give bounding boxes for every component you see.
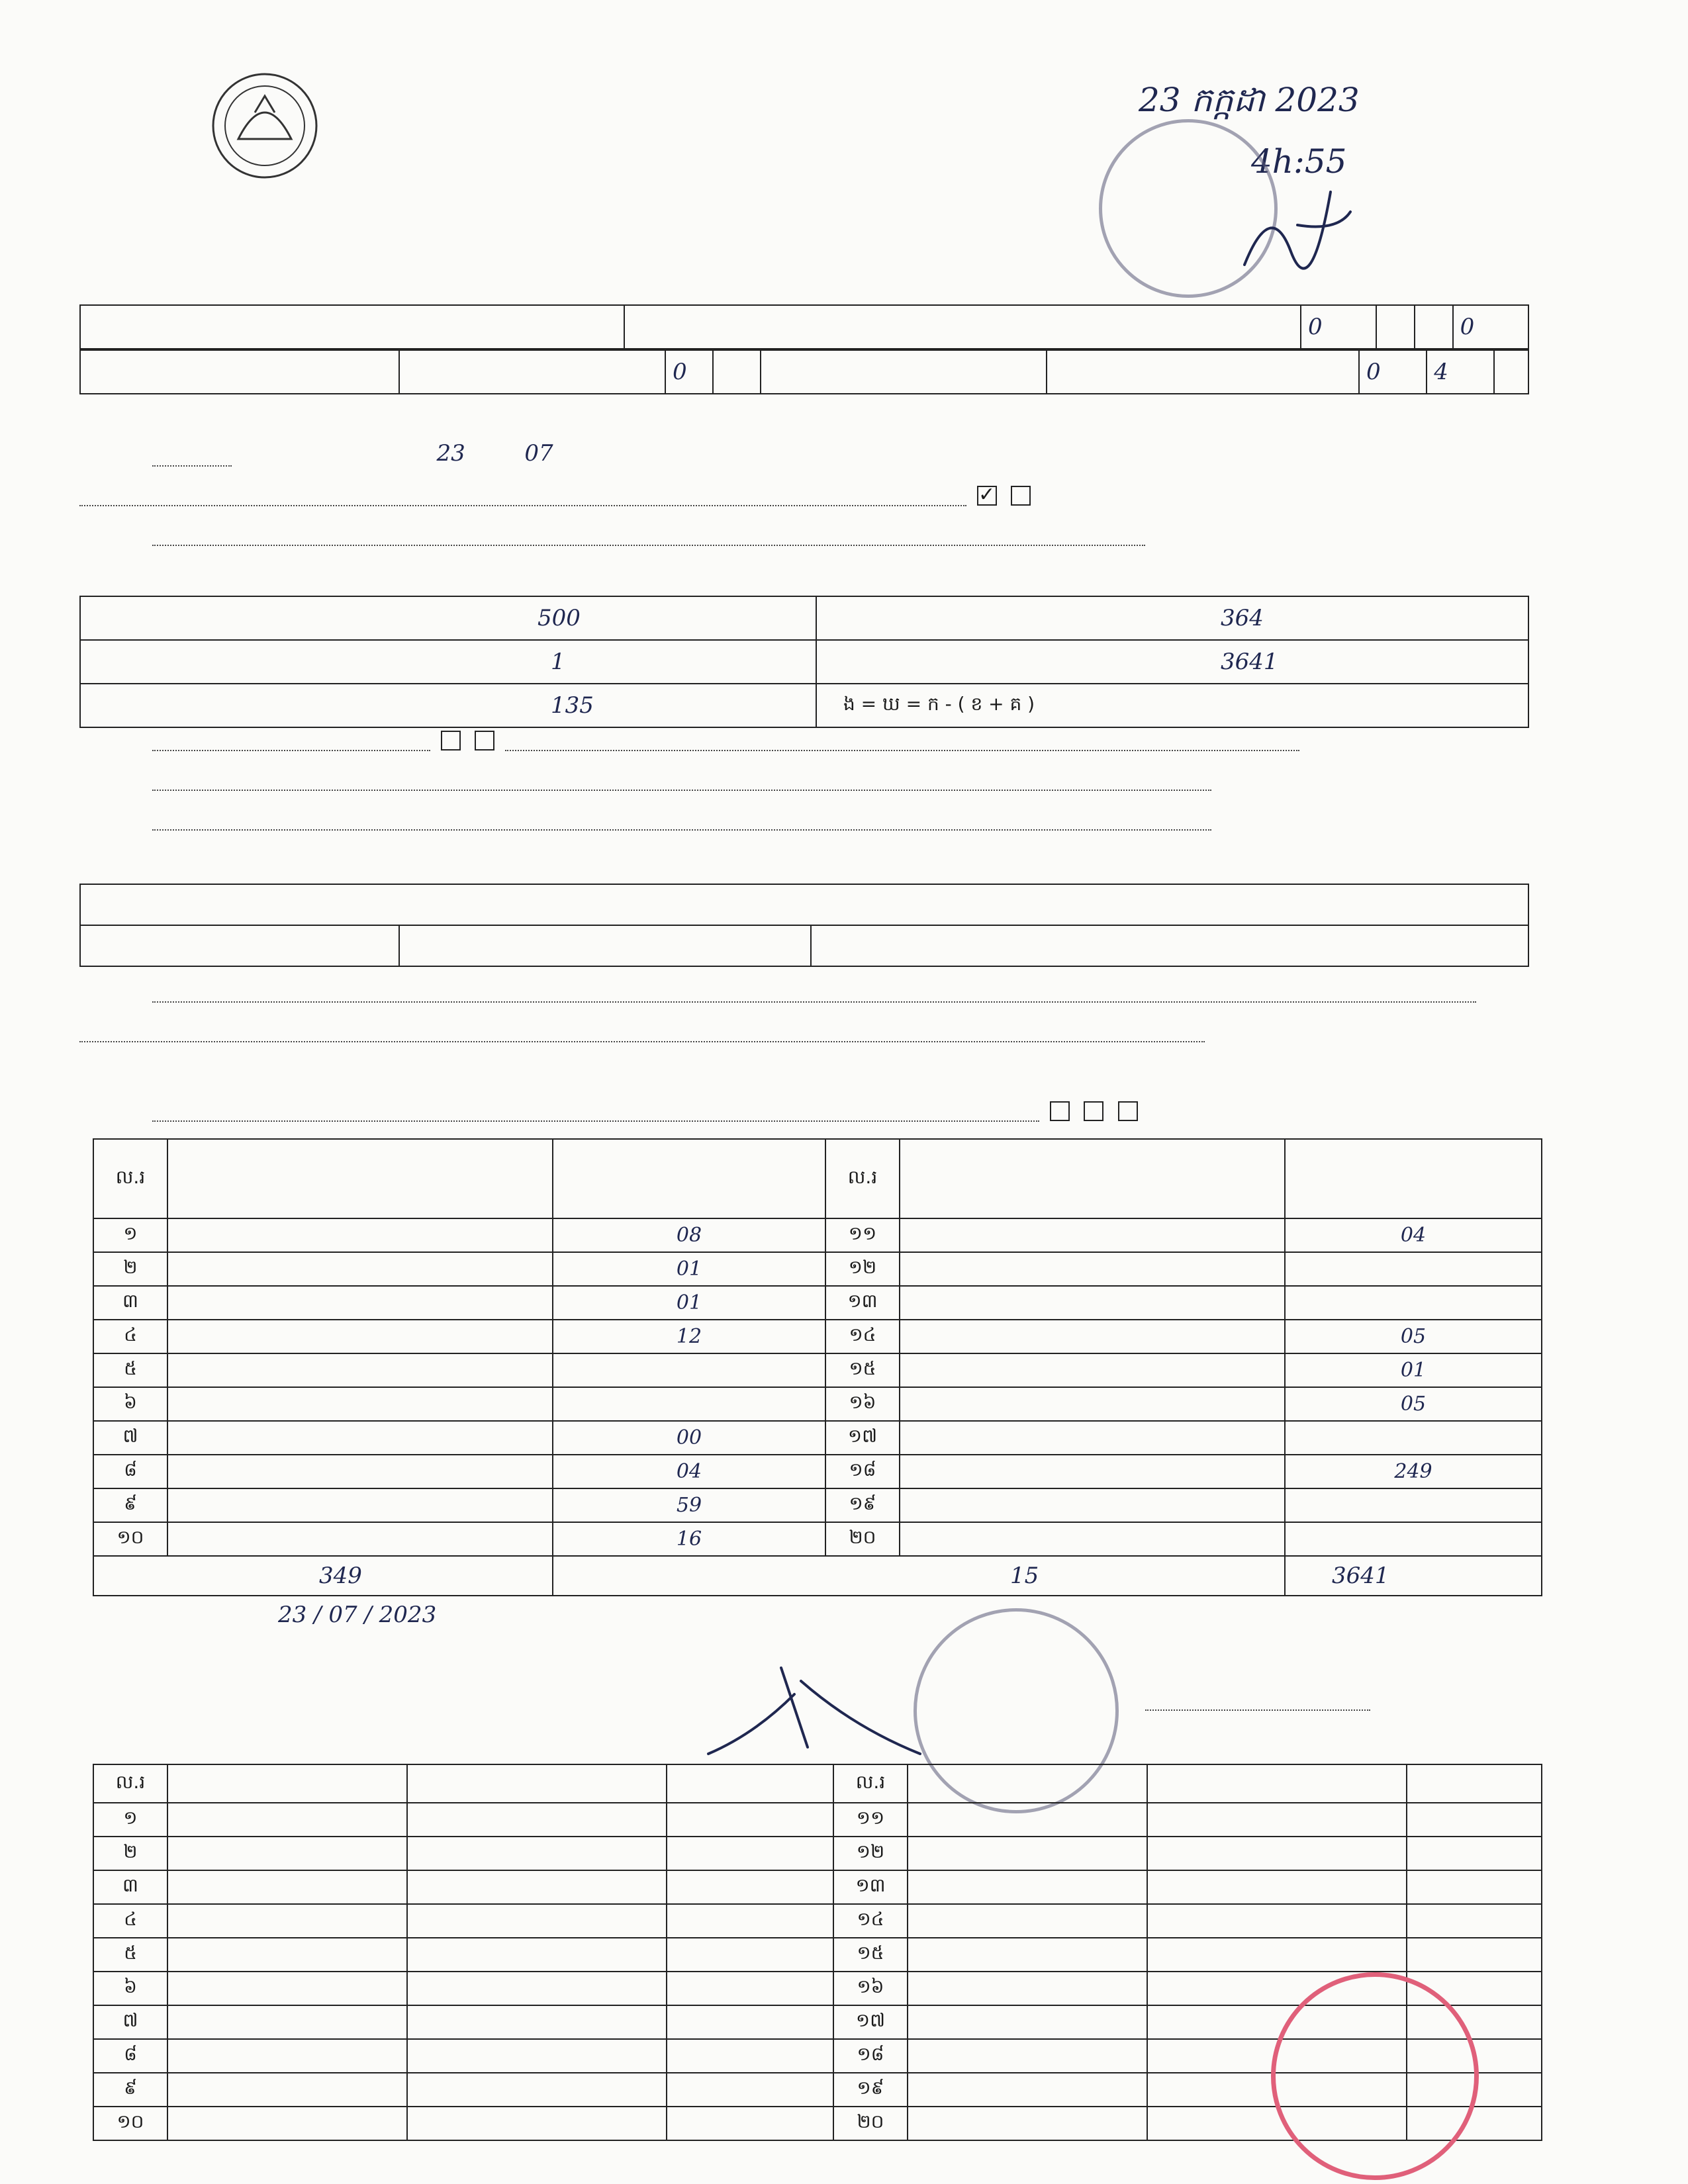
row2-code-a-1: 0 [665,350,713,394]
row1-code-1: 0 [1301,305,1376,349]
close-date-line [172,1602,436,1628]
votes-left: 16 [553,1522,825,1556]
row-no-left: ៨ [93,1455,167,1488]
party-name-left [167,1522,553,1556]
witness-party-right [1147,1904,1407,1938]
w-row-no-right: ១៩ [833,2073,908,2107]
witness-party-left [407,2073,667,2107]
witness-name-right [908,1803,1147,1837]
total-in-box-value: 3641 [1332,1563,1389,1589]
w-row-no-left: ៤ [93,1904,167,1938]
witness-party-right [1147,1803,1407,1837]
section1-table [79,304,1529,349]
w-row-no-left: ៨ [93,2039,167,2073]
w-row-no-left: ៣ [93,1870,167,1904]
party-name-left [167,1320,553,1353]
witness-party-right [1147,1837,1407,1870]
row-no-right: ១៦ [825,1387,900,1421]
votes-right [1285,1421,1542,1455]
witness-sign-left [667,2073,833,2107]
votes-right [1285,1286,1542,1320]
col-votes-left [553,1139,825,1218]
row-no-right: ១១ [825,1218,900,1252]
party-name-left [167,1252,553,1286]
row-no-left: ២ [93,1252,167,1286]
row-no-left: ៩ [93,1488,167,1522]
party-name-right [900,1522,1285,1556]
witness-sign-left [667,1837,833,1870]
w-row-no-right: ១៦ [833,1972,908,2005]
witness-name-right [908,2073,1147,2107]
checkbox-3-sheets[interactable] [1118,1101,1138,1121]
row-no-right: ១៣ [825,1286,900,1320]
col-no-left: ល.រ [93,1139,167,1218]
witness-name-left [167,1938,407,1972]
signature-chair [702,1655,940,1767]
votes-left: 01 [553,1252,825,1286]
row-no-left: ១ [93,1218,167,1252]
witness-party-left [407,1904,667,1938]
discrepancy-line [152,728,1299,751]
results-row [93,1320,1542,1353]
row1-label [80,305,624,349]
total-valid-cell [93,1556,553,1596]
witness-party-left [407,1938,667,1972]
results-row [93,1252,1542,1286]
w-row-no-left: ១ [93,1803,167,1837]
witness-name-right [908,1938,1147,1972]
nec-emblem [199,66,331,185]
witness-party-right [1147,1938,1407,1972]
dispute-note-line-2 [79,1019,1205,1042]
checkbox-1-sheet[interactable] [1050,1101,1070,1121]
votes-left [553,1353,825,1387]
votes-left: 01 [553,1286,825,1320]
witness-row [93,1904,1542,1938]
witness-party-right [1147,1870,1407,1904]
party-name-left [167,1421,553,1455]
received-time: 4h:55 [1251,142,1347,181]
w-col-sign-right [1407,1764,1542,1803]
w-row-no-left: ៧ [93,2005,167,2039]
w-row-no-left: ៥ [93,1938,167,1972]
k-unused-row [80,684,816,727]
w-row-no-left: ២ [93,1837,167,1870]
witness-sign-right [1407,1904,1542,1938]
checkbox-has-discrepancy[interactable] [441,731,461,751]
witness-name-left [167,1972,407,2005]
row2-value-b [1047,350,1359,394]
row-no-right: ១៧ [825,1421,900,1455]
witness-sign-left [667,1972,833,2005]
row-no-right: ១៩ [825,1488,900,1522]
row1-code-2 [1376,305,1415,349]
results-table [93,1138,1542,1596]
row2-label-a [80,350,399,394]
results-row [93,1286,1542,1320]
witness-name-right [908,1870,1147,1904]
kh-spoiled-value: 1 [551,649,565,675]
party-name-left [167,1218,553,1252]
party-name-left [167,1455,553,1488]
results-row [93,1421,1542,1455]
witness-party-left [407,1803,667,1837]
ng-in-box-value: 3641 [1221,649,1278,675]
party-name-right [900,1488,1285,1522]
votes-left: 04 [553,1455,825,1488]
y-voters-row [816,596,1528,640]
total-in-box-cell [1285,1556,1542,1596]
votes-right: 01 [1285,1353,1542,1387]
w-row-no-right: ១៧ [833,2005,908,2039]
row1-code-4: 0 [1453,305,1528,349]
w-row-no-right: ១៨ [833,2039,908,2073]
total-invalid-cell [553,1556,1285,1596]
witness-party-left [407,2005,667,2039]
witness-name-right [908,1972,1147,2005]
checkbox-not-intact[interactable] [1011,486,1031,506]
formula-cell [816,684,1528,727]
party-name-right [900,1320,1285,1353]
disputes-row-2b [811,925,1528,966]
counting-day: 23 [436,440,465,467]
witness-party-left [407,2039,667,2073]
w-row-no-left: ៦ [93,1972,167,2005]
w-col-no-right: ល.រ [833,1764,908,1803]
witness-sign-left [667,1938,833,1972]
w-col-party-left [407,1764,667,1803]
witness-sign-left [667,2039,833,2073]
party-name-right [900,1387,1285,1421]
votes-right [1285,1488,1542,1522]
k-unused-value: 135 [551,692,594,719]
party-name-right [900,1455,1285,1488]
witness-row [93,1837,1542,1870]
k-received-value: 500 [538,605,581,631]
w-row-no-right: ១១ [833,1803,908,1837]
results-row [93,1455,1542,1488]
witness-name-left [167,1904,407,1938]
checkbox-intact[interactable]: ✓ [977,486,997,506]
votes-right [1285,1522,1542,1556]
witness-name-right [908,1837,1147,1870]
y-voters-value: 364 [1221,605,1264,631]
close-date: 23 / 07 / 2023 [278,1602,437,1628]
row2-code-b-3 [1494,350,1528,394]
row2-code-b-1: 0 [1359,350,1427,394]
w-col-name-left [167,1764,407,1803]
checkbox-2-sheets[interactable] [1084,1101,1103,1121]
results-row [93,1488,1542,1522]
w-row-no-right: ១៥ [833,1938,908,1972]
row1-code-3 [1415,305,1453,349]
formula: ង = ឃ = ក - ( ខ + គ ) [843,692,1035,715]
witness-row [93,1803,1542,1837]
witness-name-left [167,2005,407,2039]
witness-sign-left [667,1803,833,1837]
witness-name-left [167,2039,407,2073]
results-row [93,1218,1542,1252]
witness-name-left [167,2073,407,2107]
counting-month: 07 [524,440,553,467]
disputes-row-1 [80,884,1528,925]
witness-name-right [908,1904,1147,1938]
row2-value-a [399,350,665,394]
w-row-no-right: ១៣ [833,1870,908,1904]
kh-spoiled-row [80,640,816,684]
col-party-right [900,1139,1285,1218]
col-no-right: ល.រ [825,1139,900,1218]
row-no-left: ៧ [93,1421,167,1455]
witness-sign-right [1407,1938,1542,1972]
row-no-right: ១៥ [825,1353,900,1387]
witness-party-left [407,1972,667,2005]
section4-intro [152,1099,1142,1122]
bullet-line-2 [152,807,1211,831]
witness-row [93,1870,1542,1904]
votes-left: 12 [553,1320,825,1353]
witness-name-right [908,2005,1147,2039]
w-row-no-right: ២០ [833,2107,908,2140]
row2-code-b-2: 4 [1427,350,1494,394]
row-no-left: ៦ [93,1387,167,1421]
votes-right: 249 [1285,1455,1542,1488]
row-no-left: ១០ [93,1522,167,1556]
ng-in-box-row [816,640,1528,684]
disputes-table [79,884,1529,967]
col-votes-right [1285,1139,1542,1218]
party-name-left [167,1353,553,1387]
party-name-right [900,1421,1285,1455]
col-party-left [167,1139,553,1218]
row-no-left: ៥ [93,1353,167,1387]
votes-left: 59 [553,1488,825,1522]
row2-label-b [761,350,1047,394]
party-name-right [900,1252,1285,1286]
witness-party-left [407,1837,667,1870]
w-col-sign-left [667,1764,833,1803]
checkbox-no-discrepancy[interactable] [475,731,494,751]
witness-row [93,1938,1542,1972]
row-no-right: ២០ [825,1522,900,1556]
w-row-no-right: ១៤ [833,1904,908,1938]
witness-name-left [167,1870,407,1904]
w-col-name-right [908,1764,1147,1803]
witness-name-left [167,1837,407,1870]
w-col-no-left: ល.រ [93,1764,167,1803]
k-received-row [80,596,816,640]
party-name-left [167,1286,553,1320]
witness-sign-left [667,1870,833,1904]
dispute-note-line [152,979,1476,1003]
witness-party-left [407,2107,667,2140]
party-name-left [167,1488,553,1522]
section1-table-row2 [79,349,1529,394]
row1-value [624,305,1301,349]
row2-code-a-2 [713,350,761,394]
witness-name-right [908,2039,1147,2073]
received-date: 23 កក្កដា 2023 [1139,81,1360,119]
counting-line [152,440,553,467]
w-row-no-left: ៩ [93,2073,167,2107]
votes-right [1285,1252,1542,1286]
w-row-no-left: ១០ [93,2107,167,2140]
witness-sign-left [667,1904,833,1938]
bullet-line-1 [152,768,1211,791]
row-no-right: ១២ [825,1252,900,1286]
witness-sign-left [667,2005,833,2039]
total-valid-value: 349 [319,1563,362,1589]
witness-sign-right [1407,1870,1542,1904]
party-name-left [167,1387,553,1421]
secretary-line [1145,1688,1370,1711]
party-name-right [900,1218,1285,1252]
seal-check-line [79,483,1035,506]
red-official-stamp [1271,1972,1479,2180]
witness-sign-right [1407,1803,1542,1837]
votes-left: 00 [553,1421,825,1455]
row-no-left: ៤ [93,1320,167,1353]
votes-right: 04 [1285,1218,1542,1252]
results-row [93,1387,1542,1421]
signature-top [1231,172,1364,278]
votes-right: 05 [1285,1387,1542,1421]
votes-left [553,1387,825,1421]
witness-sign-left [667,2107,833,2140]
results-row [93,1522,1542,1556]
party-name-right [900,1353,1285,1387]
row-no-right: ១៨ [825,1455,900,1488]
results-row [93,1353,1542,1387]
disputes-row-2a [80,925,399,966]
witness-sign-right [1407,1837,1542,1870]
w-row-no-right: ១២ [833,1837,908,1870]
total-invalid-value: 15 [1010,1563,1039,1589]
votes-right: 05 [1285,1320,1542,1353]
witness-party-left [407,1870,667,1904]
row-no-right: ១៤ [825,1320,900,1353]
row-no-left: ៣ [93,1286,167,1320]
votes-left: 08 [553,1218,825,1252]
party-name-right [900,1286,1285,1320]
witness-name-left [167,1803,407,1837]
witness-name-left [167,2107,407,2140]
note-line-1 [152,523,1145,546]
witness-name-right [908,2107,1147,2140]
reconciliation-table [79,596,1529,728]
w-col-party-right [1147,1764,1407,1803]
